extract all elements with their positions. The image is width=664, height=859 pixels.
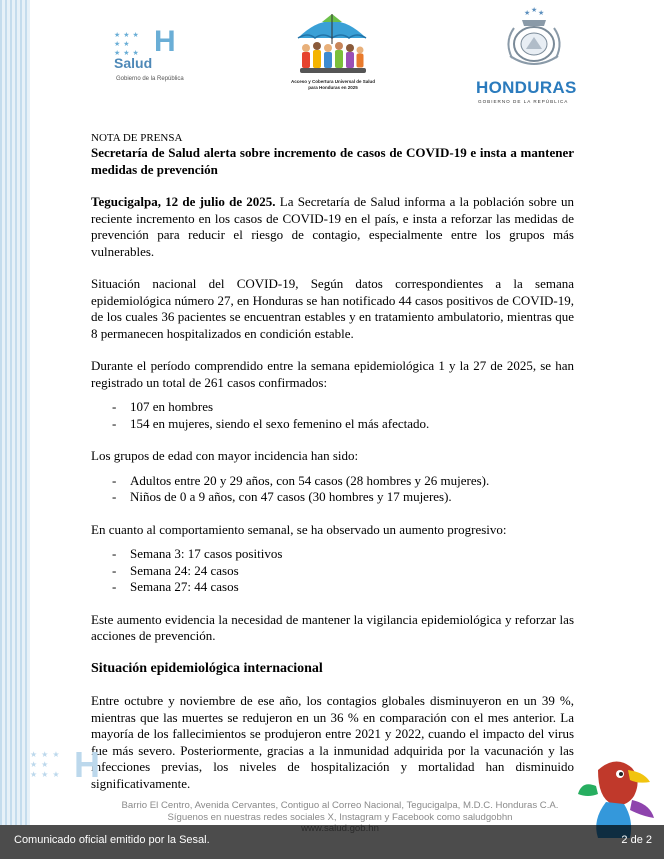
list-item: - Semana 27: 44 casos: [91, 579, 574, 596]
universal-health-logo: [290, 10, 376, 95]
section-heading-international: Situación epidemiológica internacional: [91, 660, 323, 676]
stars-icon: ★★★ ★★ ★★★: [30, 750, 64, 779]
list-by-sex: [91, 399, 574, 432]
honduras-wordmark: HONDURAS: [476, 78, 577, 97]
universal-health-caption: [286, 79, 380, 91]
footer-salud-logo: [26, 740, 118, 788]
paragraph-intro: [91, 194, 574, 260]
list-by-week: [91, 546, 574, 596]
paragraph-period-total: Durante el período comprendido entre la semana epidemiológica 1 y la 27 de 2025, se han registrado un total de 261 casos confirmados:: [91, 358, 574, 390]
h-letter-icon: H: [154, 25, 176, 58]
paragraph-surveillance: Este aumento evidencia la necesidad de mantener la vigilancia epidemiológica y reforzar las acciones de prevención.: [91, 611, 574, 643]
dateline: Tegucigalpa, 12 de julio de 2025.: [91, 194, 276, 209]
h-letter-icon: H: [74, 744, 100, 785]
list-item: - 154 en mujeres, siendo el sexo femenino el más afectado.: [91, 416, 574, 433]
stars-icon: ★★★ ★★ ★★★: [114, 31, 142, 57]
paragraph-weekly-trend: En cuanto al comportamiento semanal, se ha observado un aumento progresivo:: [91, 521, 507, 537]
intro-text: La Secretaría de Salud informa a la población sobre un reciente incremento en los casos de COVID-19 en el país, e insta a reforzar las medidas de prevención para reducir el riesgo de contagio, especialmente entre los grupos más vulnerables.: [91, 194, 574, 259]
caption-line-1: Acceso y Cobertura Universal de Salud: [290, 79, 376, 84]
image-caption: Comunicado oficial emitido por la Sesal.: [14, 834, 210, 846]
umbrella-people-icon: [292, 10, 372, 80]
honduras-logo: [474, 6, 594, 106]
press-title: Secretaría de Salud alerta sobre incremento de casos de COVID-19 e insta a mantener medidas de prevención: [91, 145, 574, 177]
paragraph-international: Entre octubre y noviembre de ese año, los contagios globales disminuyeron en un 39 %, mientras que las muertes se redujeron en un 36 % en comparación con el mes anterior. La mayoría de los fallecimientos se produjeron entre 2021 y 2022, cuando el impacto del virus fue más severo. Posteriormente, gracias a la inmunidad adquirida por la vacunación y las infecciones previas, los niveles de hospitalización y mortalidad han disminuido significativamente.: [91, 693, 574, 791]
press-release-body: [91, 131, 574, 792]
footer-social: Síguenos en nuestras redes sociales X, Instagram y Facebook como saludgobhn: [167, 811, 513, 823]
press-kicker: NOTA DE PRENSA: [91, 132, 183, 144]
svg-text:★: ★: [531, 6, 538, 14]
svg-text:★: ★: [538, 9, 545, 17]
paragraph-national-situation: Situación nacional del COVID-19, Según datos correspondientes a la semana epidemiológica número 27, en Honduras se han notificado 44 casos positivos de COVID-19, de los cuales 36 pacientes se encuentran estables y en tratamiento ambulatorio, mientras que 8 permanecen hospitalizados en condición estable.: [91, 276, 574, 341]
list-by-age: [91, 473, 574, 506]
salud-wordmark: Salud: [114, 55, 153, 71]
page-counter: 2 de 2: [621, 834, 652, 846]
list-item: - Semana 24: 24 casos: [91, 563, 574, 580]
list-item: - Semana 3: 17 casos positivos: [91, 546, 574, 563]
list-item: - Adultos entre 20 y 29 años, con 54 casos (28 hombres y 26 mujeres).: [91, 473, 574, 490]
coat-of-arms-icon: [474, 6, 594, 78]
footer-address: Barrio El Centro, Avenida Cervantes, Contiguo al Correo Nacional, Tegucigalpa, M.D.C. Honduras C.A.: [121, 800, 559, 811]
list-item: - Niños de 0 a 9 años, con 47 casos (30 hombres y 17 mujeres).: [91, 489, 574, 506]
viewer-caption-bar: [0, 825, 664, 859]
honduras-subtitle: GOBIERNO DE LA REPÚBLICA: [478, 99, 569, 104]
caption-line-2: para Honduras en 2025: [308, 85, 358, 90]
svg-text:★: ★: [524, 9, 531, 17]
side-stripe: [0, 0, 30, 825]
salud-subtitle: Gobierno de la República: [116, 76, 184, 82]
paragraph-age-groups: Los grupos de edad con mayor incidencia han sido:: [91, 448, 359, 463]
list-item: - 107 en hombres: [91, 399, 574, 416]
